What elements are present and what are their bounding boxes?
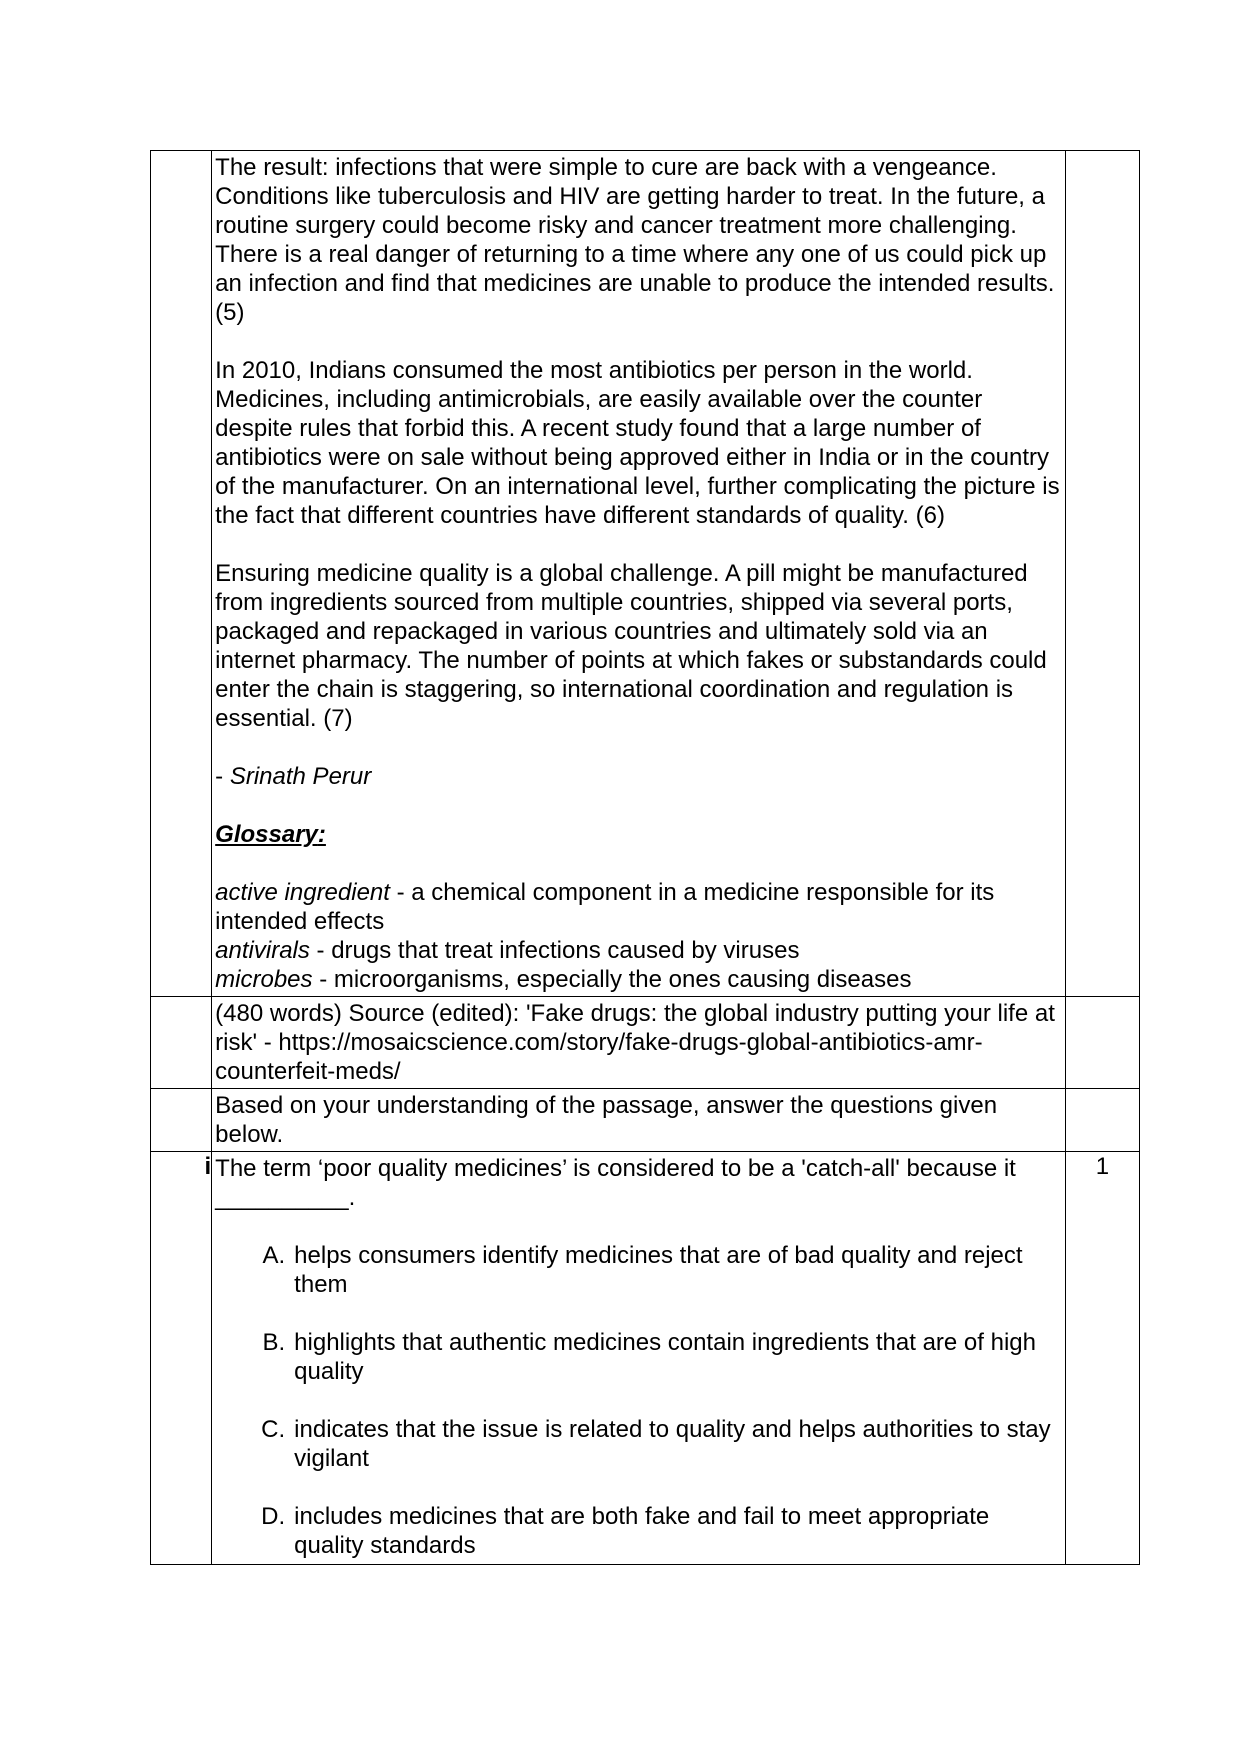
option-letter: B. bbox=[262, 1329, 286, 1356]
glossary-term: microbes bbox=[215, 966, 313, 993]
glossary-item bbox=[215, 936, 1064, 965]
passage-row bbox=[151, 151, 1140, 997]
question-stem: The term ‘poor quality medicines’ is considered to be a 'catch-all' because it __________. bbox=[215, 1155, 1016, 1211]
question-row bbox=[151, 1152, 1140, 1565]
author-line bbox=[215, 762, 1064, 791]
instruction-marks-cell bbox=[1065, 1089, 1139, 1152]
glossary-title bbox=[215, 820, 1064, 849]
author-dash: - bbox=[215, 763, 230, 790]
instruction-number-cell bbox=[151, 1089, 212, 1152]
passage-paragraph-6: In 2010, Indians consumed the most antibiotics per person in the world. Medicines, including antimicrobials, are easily available over the counter despite rules that forbid this. A recent study found that a large number of antibiotics were on sale without being approved either in India or in the country of the manufacturer. On an international level, further complicating the picture is the fact that different countries have different standards of quality. (6) bbox=[215, 357, 1060, 529]
option-letter: D. bbox=[261, 1503, 286, 1530]
option-text: helps consumers identify medicines that are of bad quality and reject them bbox=[294, 1242, 1023, 1298]
option-c bbox=[215, 1415, 1064, 1473]
glossary-term: antivirals bbox=[215, 937, 310, 964]
option-b bbox=[215, 1328, 1064, 1386]
question-cell bbox=[212, 1152, 1066, 1565]
option-text: indicates that the issue is related to quality and helps authorities to stay vigilant bbox=[294, 1416, 1051, 1472]
passage-cell bbox=[212, 151, 1066, 997]
option-a bbox=[215, 1241, 1064, 1299]
passage-number-cell bbox=[151, 151, 212, 997]
passage-paragraph-7: Ensuring medicine quality is a global challenge. A pill might be manufactured from ingredients sourced from multiple countries, shipped via several ports, packaged and repackaged in various countries and ultimately sold via an internet pharmacy. The number of points at which fakes or substandards could enter the chain is staggering, so international coordination and regulation is essential. (7) bbox=[215, 560, 1047, 732]
option-text: highlights that authentic medicines contain ingredients that are of high quality bbox=[294, 1329, 1036, 1385]
answer-options bbox=[215, 1241, 1064, 1562]
instruction-row bbox=[151, 1089, 1140, 1152]
source-marks-cell bbox=[1065, 997, 1139, 1089]
option-letter: A. bbox=[262, 1242, 286, 1269]
option-text: includes medicines that are both fake and fail to meet appropriate quality standards bbox=[294, 1503, 990, 1559]
question-marks: 1 bbox=[1065, 1152, 1139, 1565]
glossary-item bbox=[215, 965, 1064, 994]
passage-paragraph-5: The result: infections that were simple to cure are back with a vengeance. Conditions like tuberculosis and HIV are getting harder to treat. In the future, a routine surgery could become risky and cancer treatment more challenging. There is a real danger of returning to a time where any one of us could pick up an infection and find that medicines are unable to produce the intended results. (5) bbox=[215, 154, 1055, 326]
glossary-list bbox=[215, 878, 1064, 994]
glossary-definition: - microorganisms, especially the ones causing diseases bbox=[312, 966, 912, 993]
author-name: Srinath Perur bbox=[229, 763, 372, 790]
passage-marks-cell bbox=[1065, 151, 1139, 997]
glossary-item bbox=[215, 878, 1064, 936]
glossary-definition: - a chemical component in a medicine responsible for its intended effects bbox=[215, 879, 995, 935]
instruction-cell bbox=[212, 1089, 1066, 1152]
source-number-cell bbox=[151, 997, 212, 1089]
source-text: (480 words) Source (edited): 'Fake drugs: the global industry putting your life at risk' - https://mosaicscience.com/story/fake-drugs-global-antibiotics-amr-counterfeit-meds/ bbox=[215, 1000, 1055, 1085]
source-cell bbox=[212, 997, 1066, 1089]
question-number: i bbox=[151, 1152, 212, 1565]
glossary-term: active ingredient bbox=[215, 879, 390, 906]
instruction-text: Based on your understanding of the passage, answer the questions given below. bbox=[215, 1092, 998, 1148]
question-table bbox=[150, 150, 1140, 1565]
source-row bbox=[151, 997, 1140, 1089]
glossary-colon: : bbox=[317, 821, 326, 848]
glossary-heading: Glossary bbox=[215, 821, 318, 848]
glossary-definition: - drugs that treat infections caused by viruses bbox=[309, 937, 800, 964]
option-d bbox=[215, 1502, 1064, 1560]
option-letter: C. bbox=[261, 1416, 286, 1443]
